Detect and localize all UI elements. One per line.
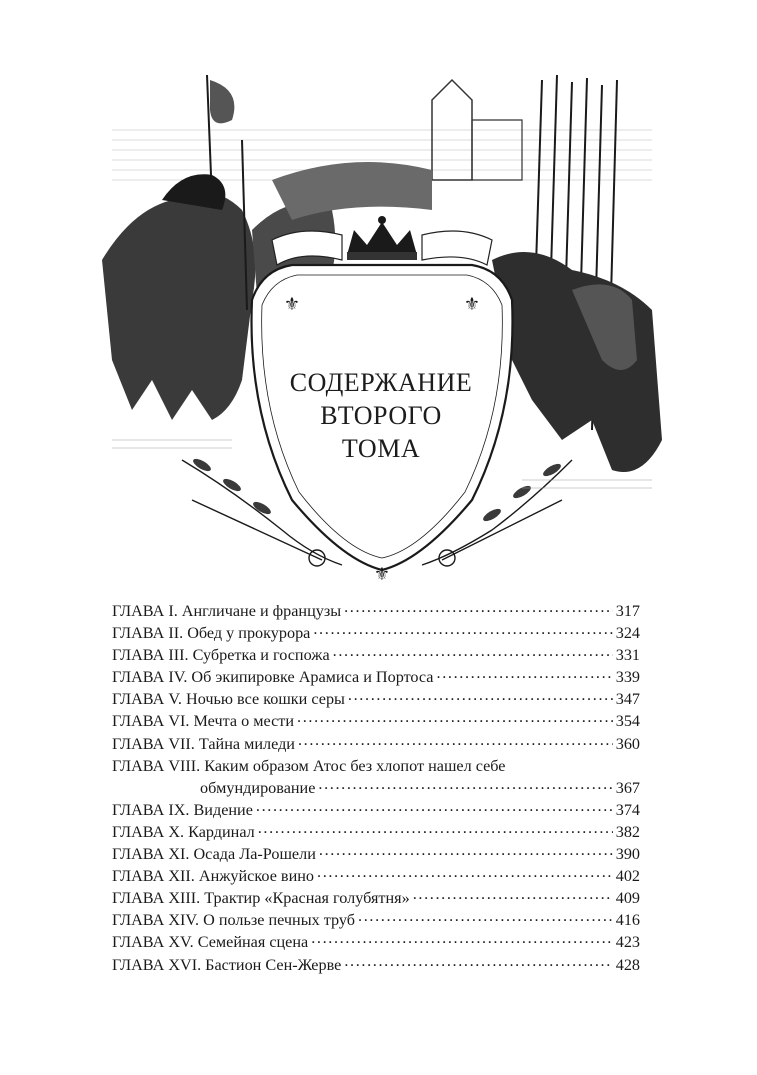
toc-entry-page: 331: [615, 646, 640, 665]
toc-entry[interactable]: [112, 735, 640, 757]
toc-entry[interactable]: [112, 801, 640, 823]
dot-leader: [317, 867, 613, 881]
dot-leader: [256, 801, 613, 815]
toc-entry-label: ГЛАВА II. Обед у прокурора: [112, 624, 311, 643]
toc-entry-page: 354: [615, 712, 640, 731]
dot-leader: [313, 624, 612, 638]
toc-entry-page: 416: [615, 911, 640, 930]
toc-entry-label: ГЛАВА III. Субретка и госпожа: [112, 646, 330, 665]
dot-leader: [348, 690, 613, 704]
toc-entry-label: ГЛАВА IX. Видение: [112, 800, 253, 819]
toc-entry-page: 317: [615, 602, 640, 620]
svg-text:⚜: ⚜: [283, 294, 301, 314]
toc-entry-page: 409: [615, 889, 640, 908]
dot-leader: [297, 712, 613, 726]
toc-entry[interactable]: [112, 602, 640, 624]
dot-leader: [344, 956, 612, 970]
toc-entry-page: 428: [615, 955, 640, 974]
dot-leader: [311, 933, 613, 947]
toc-entry-page: 367: [615, 778, 640, 797]
engraving-svg: [92, 60, 672, 590]
toc-entry-page: 360: [615, 734, 640, 753]
toc-entry-page: 324: [615, 624, 640, 643]
dot-leader: [437, 668, 613, 682]
toc-entry[interactable]: [112, 646, 640, 668]
toc-entry-label-cont: обмундирование: [200, 778, 316, 797]
toc-entry[interactable]: [112, 624, 640, 646]
title-line-1: СОДЕРЖАНИЕ: [289, 368, 473, 397]
dot-leader: [318, 779, 612, 793]
dot-leader: [298, 735, 613, 749]
toc-entry[interactable]: [112, 668, 640, 690]
toc-entry[interactable]: [112, 956, 640, 978]
svg-text:⚜: ⚜: [373, 564, 391, 584]
toc-entry-label: ГЛАВА I. Англичане и французы: [112, 602, 342, 620]
toc-entry-label: ГЛАВА VII. Тайна миледи: [112, 734, 295, 753]
toc-entry-label: ГЛАВА XI. Осада Ла-Рошели: [112, 845, 316, 864]
toc-title: [236, 366, 526, 465]
dot-leader: [413, 889, 613, 903]
toc-entry-label: ГЛАВА XIV. О пользе печных труб: [112, 911, 355, 930]
title-line-2: ВТОРОГО: [320, 401, 442, 430]
dot-leader: [344, 602, 613, 616]
toc-entry-page: 390: [615, 845, 640, 864]
toc-entry[interactable]: [112, 757, 640, 779]
toc-entry-label: ГЛАВА IV. Об экипировке Арамиса и Портоса: [112, 668, 434, 687]
toc-entry[interactable]: [112, 911, 640, 933]
toc-entry[interactable]: [112, 933, 640, 955]
toc-entry[interactable]: [112, 712, 640, 734]
toc-entry[interactable]: [112, 845, 640, 867]
title-line-3: ТОМА: [341, 434, 421, 463]
toc-entry-label: ГЛАВА VIII. Каким образом Атос без хлопот нашел себе: [112, 756, 506, 775]
toc-entry-label: ГЛАВА VI. Мечта о мести: [112, 712, 294, 731]
toc-entry-label: ГЛАВА XIII. Трактир «Красная голубятня»: [112, 889, 410, 908]
table-of-contents: [112, 602, 640, 978]
toc-entry-page: 402: [615, 867, 640, 886]
toc-entry-page: 423: [615, 933, 640, 952]
toc-entry-page: 374: [615, 800, 640, 819]
toc-entry-page: 339: [615, 668, 640, 687]
dot-leader: [319, 845, 613, 859]
toc-entry[interactable]: [112, 867, 640, 889]
engraving-illustration: [92, 60, 672, 590]
crown-icon: [347, 216, 417, 260]
dot-leader: [333, 646, 613, 660]
dot-leader: [258, 823, 613, 837]
toc-entry-continuation[interactable]: [112, 779, 640, 801]
dot-leader: [358, 911, 613, 925]
toc-entry-label: ГЛАВА XV. Семейная сцена: [112, 933, 309, 952]
svg-text:⚜: ⚜: [463, 294, 481, 314]
toc-entry-label: ГЛАВА X. Кардинал: [112, 822, 255, 841]
toc-entry[interactable]: [112, 889, 640, 911]
toc-entry-label: ГЛАВА V. Ночью все кошки серы: [112, 690, 345, 709]
toc-entry[interactable]: [112, 690, 640, 712]
toc-entry-page: 347: [615, 690, 640, 709]
toc-entry-label: ГЛАВА XII. Анжуйское вино: [112, 867, 314, 886]
toc-entry-label: ГЛАВА XVI. Бастион Сен-Жерве: [112, 955, 342, 974]
toc-entry-page: 382: [615, 822, 640, 841]
toc-entry[interactable]: [112, 823, 640, 845]
